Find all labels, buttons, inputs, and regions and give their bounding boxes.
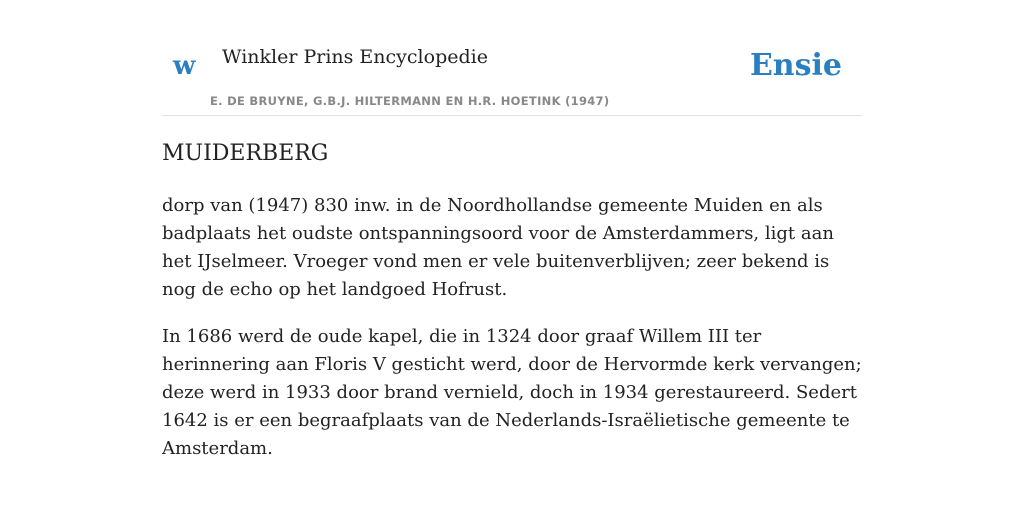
article-paragraph: dorp van (1947) 830 inw. in de Noordhollandse gemeente Muiden en als badplaats het oudste ontspanningsoord voor de Amsterdammers, ligt aan het IJselmeer. Vroeger vond men er vele buitenverblijven; zeer bekend is nog de echo op het landgoed Hofrust.	[162, 195, 834, 300]
brand-logo-link[interactable]: Ensie	[749, 48, 842, 83]
entry-title: MUIDERBERG	[162, 141, 329, 166]
page-container	[162, 0, 862, 459]
article-paragraph: In 1686 werd de oude kapel, die in 1324 door graaf Willem III ter herinnering aan Floris V gesticht werd, door de Hervormde kerk vervangen; deze werd in 1933 door brand vernield, doch in 1934 gerestaureerd. Sedert 1642 is er een begraafplaats van de Nederlands-Israëlietische gemeente te Amsterdam.	[162, 326, 862, 459]
source-authors: E. DE BRUYNE, G.B.J. HILTERMANN EN H.R. HOETINK (1947)	[210, 94, 610, 108]
article-body	[162, 192, 862, 482]
source-header	[162, 0, 862, 116]
source-title[interactable]: Winkler Prins Encyclopedie	[222, 46, 488, 68]
source-logo[interactable]: w	[173, 51, 196, 81]
